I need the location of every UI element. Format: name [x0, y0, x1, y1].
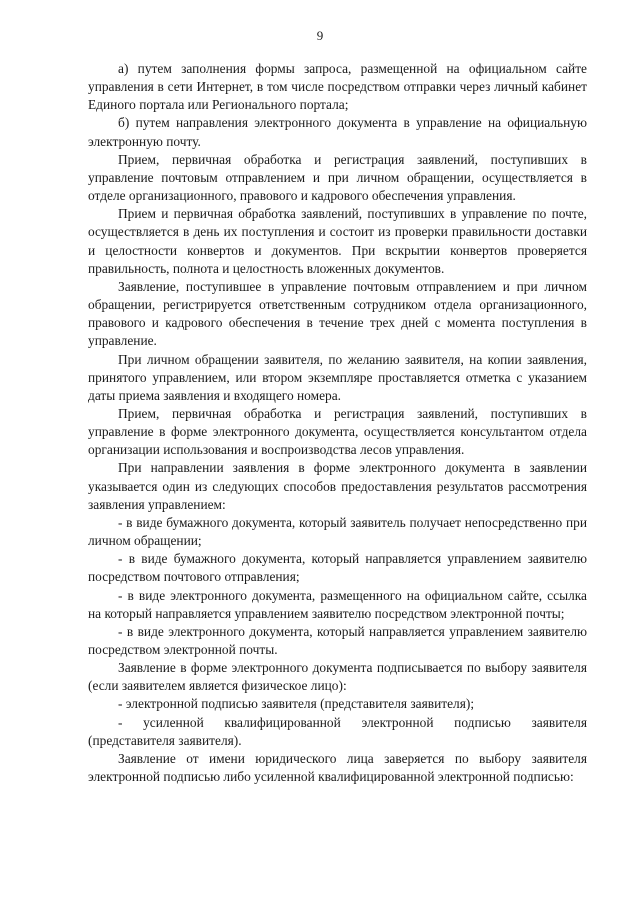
list-item: - электронной подписью заявителя (представителя заявителя); — [118, 696, 475, 712]
list-item: - в виде электронного документа, размещенного на официальном сайте, ссылка на который направляется управлением заявителю посредством электронной почты; — [88, 587, 587, 621]
paragraph: а) путем заполнения формы запроса, размещенной на официальном сайте управления в сети Интернет, в том числе посредством отправки через личный кабинет Единого портала или Регионального портала; — [88, 61, 587, 113]
paragraph: Заявление от имени юридического лица заверяется по выбору заявителя электронной подписью либо усиленной квалифицированной электронной подписью: — [88, 750, 587, 785]
paragraph: При личном обращении заявителя, по желанию заявителя, на копии заявления, принятого управлением, или втором экземпляре проставляется отметка с указанием даты приема заявления и входящего номера. — [88, 351, 587, 403]
list-item: - в виде бумажного документа, который заявитель получает непосредственно при личном обращении; — [88, 514, 587, 549]
list-item: - в виде электронного документа, который направляется управлением заявителю посредством электронной почты. — [88, 623, 587, 657]
paragraph: При направлении заявления в форме электронного документа в заявлении указывается один из следующих способов предоставления результатов рассмотрения заявления управлением: — [88, 460, 587, 512]
document-body — [88, 60, 587, 786]
paragraph: Заявление в форме электронного документа подписывается по выбору заявителя (если заявителем является физическое лицо): — [88, 660, 587, 694]
page-number: 9 — [316, 28, 324, 43]
paragraph: Прием и первичная обработка заявлений, поступивших в управление по почте, осуществляется в день их поступления и состоит из проверки правильности доставки и целостности конвертов и документов. При вскрытии конвертов проверяется правильность, полнота и целостность вложенных документов. — [88, 206, 587, 276]
paragraph: б) путем направления электронного документа в управление на официальную электронную почту. — [88, 115, 587, 149]
paragraph: Заявление, поступившее в управление почтовым отправлением и при личном обращении, регистрируется ответственным сотрудником отдела организационного, правового и кадрового обеспечения в течение трех дней с момента поступления в управление. — [88, 278, 587, 349]
list-item: - усиленной квалифицированной электронной подписью заявителя (представителя заявителя). — [88, 714, 587, 748]
paragraph: Прием, первичная обработка и регистрация заявлений, поступивших в управление в форме электронного документа, осуществляется консультантом отдела организации использования и воспроизводства лесов управления. — [88, 405, 587, 458]
paragraph: Прием, первичная обработка и регистрация заявлений, поступивших в управление почтовым отправлением и при личном обращении, осуществляется в отделе организационного, правового и кадрового обеспечения управления. — [88, 151, 587, 204]
list-item: - в виде бумажного документа, который направляется управлением заявителю посредством почтового отправления; — [88, 551, 587, 585]
